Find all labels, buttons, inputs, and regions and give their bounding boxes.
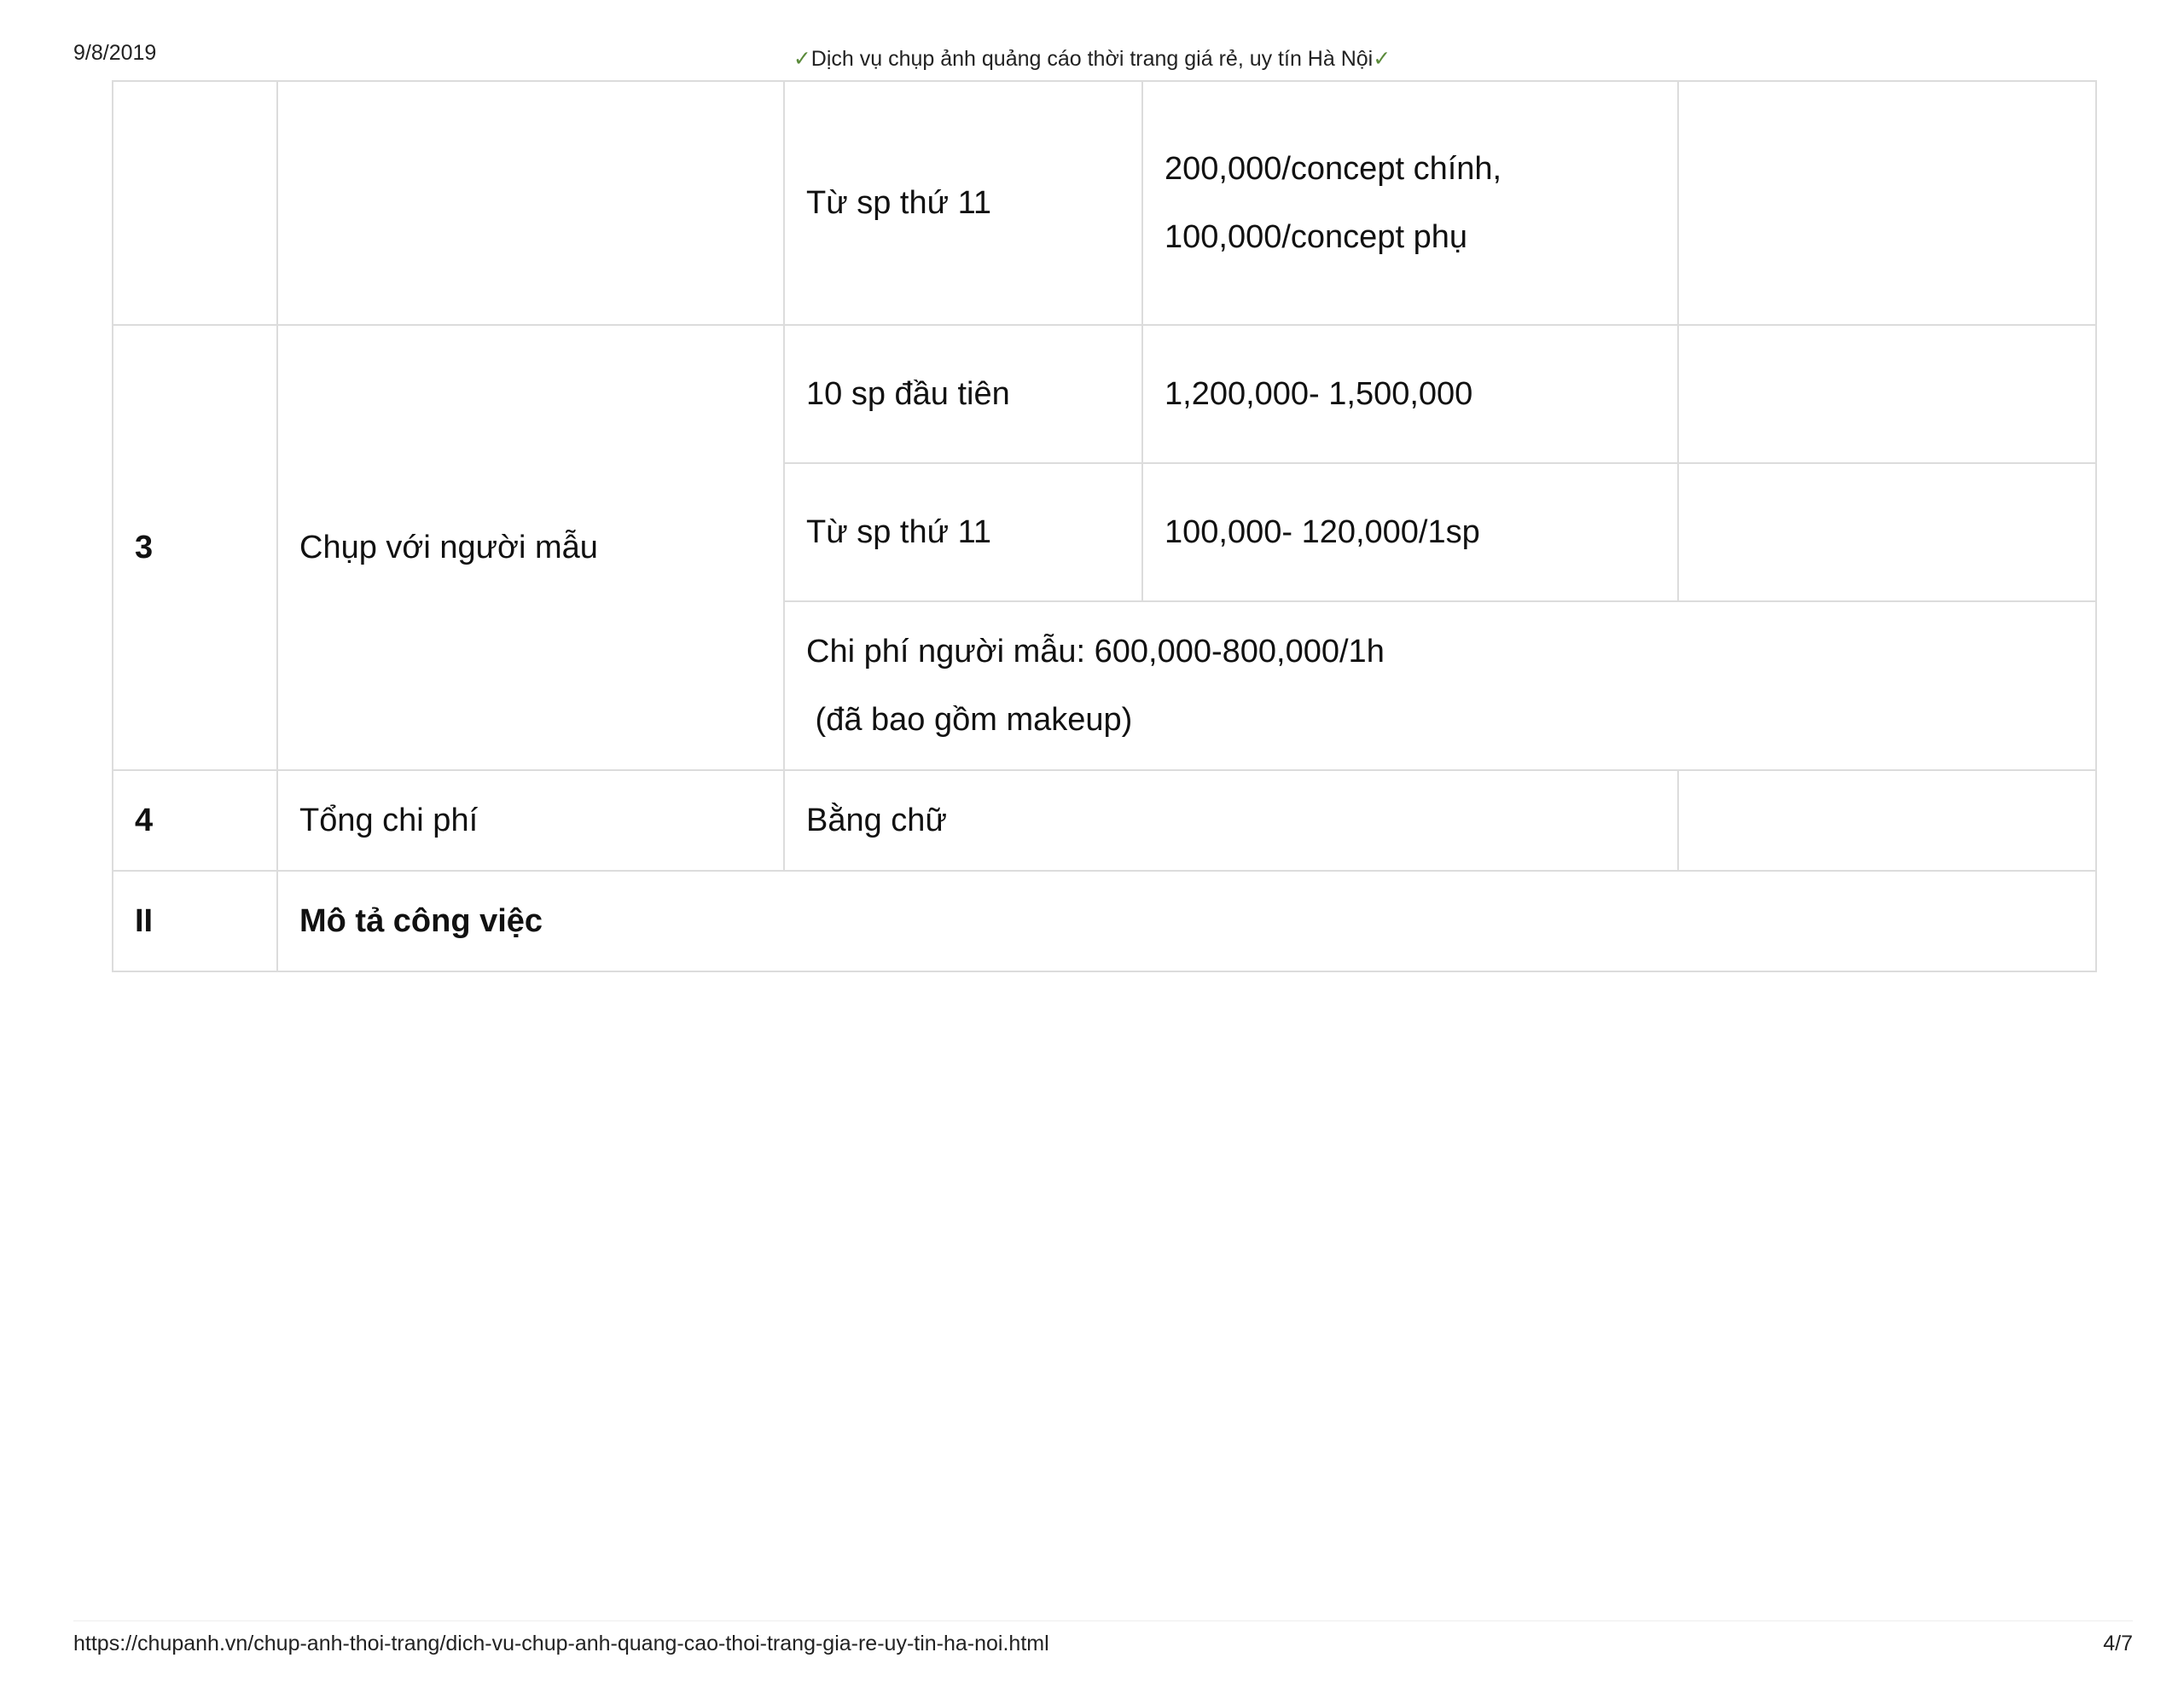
price-line: 200,000/concept chính, [1165,151,1502,187]
service-cell: Chụp với người mẫu [277,325,784,770]
section-title-cell: Mô tả công việc [277,871,2096,971]
footer-url: https://chupanh.vn/chup-anh-thoi-trang/dich-vu-chup-anh-quang-cao-thoi-trang-gia-re-uy-tin-ha-noi.html [73,1632,1049,1655]
table-row [113,325,2096,463]
note-cell [1678,463,2096,601]
check-icon: ✓ [793,47,811,71]
item-cell: Từ sp thứ 11 [784,463,1142,601]
print-date: 9/8/2019 [73,41,157,65]
item-cell: Từ sp thứ 11 [784,81,1142,325]
note-cell [1678,81,2096,325]
model-fee-line: Chi phí người mẫu: 600,000-800,000/1h [806,634,1385,670]
section-number-cell: II [113,871,277,971]
footer-divider [73,1620,2133,1621]
service-cell: Tổng chi phí [277,770,784,871]
price-table [112,80,2097,972]
note-cell [1678,325,2096,463]
price-cell: 1,200,000- 1,500,000 [1142,325,1678,463]
table-row [113,81,2096,325]
stt-cell [113,81,277,325]
model-fee-cell [784,601,2096,770]
note-cell [1678,770,2096,871]
service-cell [277,81,784,325]
price-line: 100,000/concept phụ [1165,219,1467,255]
stt-cell: 4 [113,770,277,871]
model-fee-line: (đã bao gồm makeup) [806,702,1133,738]
price-cell [1142,81,1678,325]
table-row [113,770,2096,871]
page-title [0,46,2184,72]
page-title-text: Dịch vụ chụp ảnh quảng cáo thời trang giá rẻ, uy tín Hà Nội [810,47,1374,71]
stt-cell: 3 [113,325,277,770]
page-number: 4/7 [2103,1632,2133,1655]
table-row [113,871,2096,971]
price-cell: 100,000- 120,000/1sp [1142,463,1678,601]
item-cell: Bằng chữ [784,770,1678,871]
item-cell: 10 sp đầu tiên [784,325,1142,463]
check-icon: ✓ [1373,47,1391,71]
